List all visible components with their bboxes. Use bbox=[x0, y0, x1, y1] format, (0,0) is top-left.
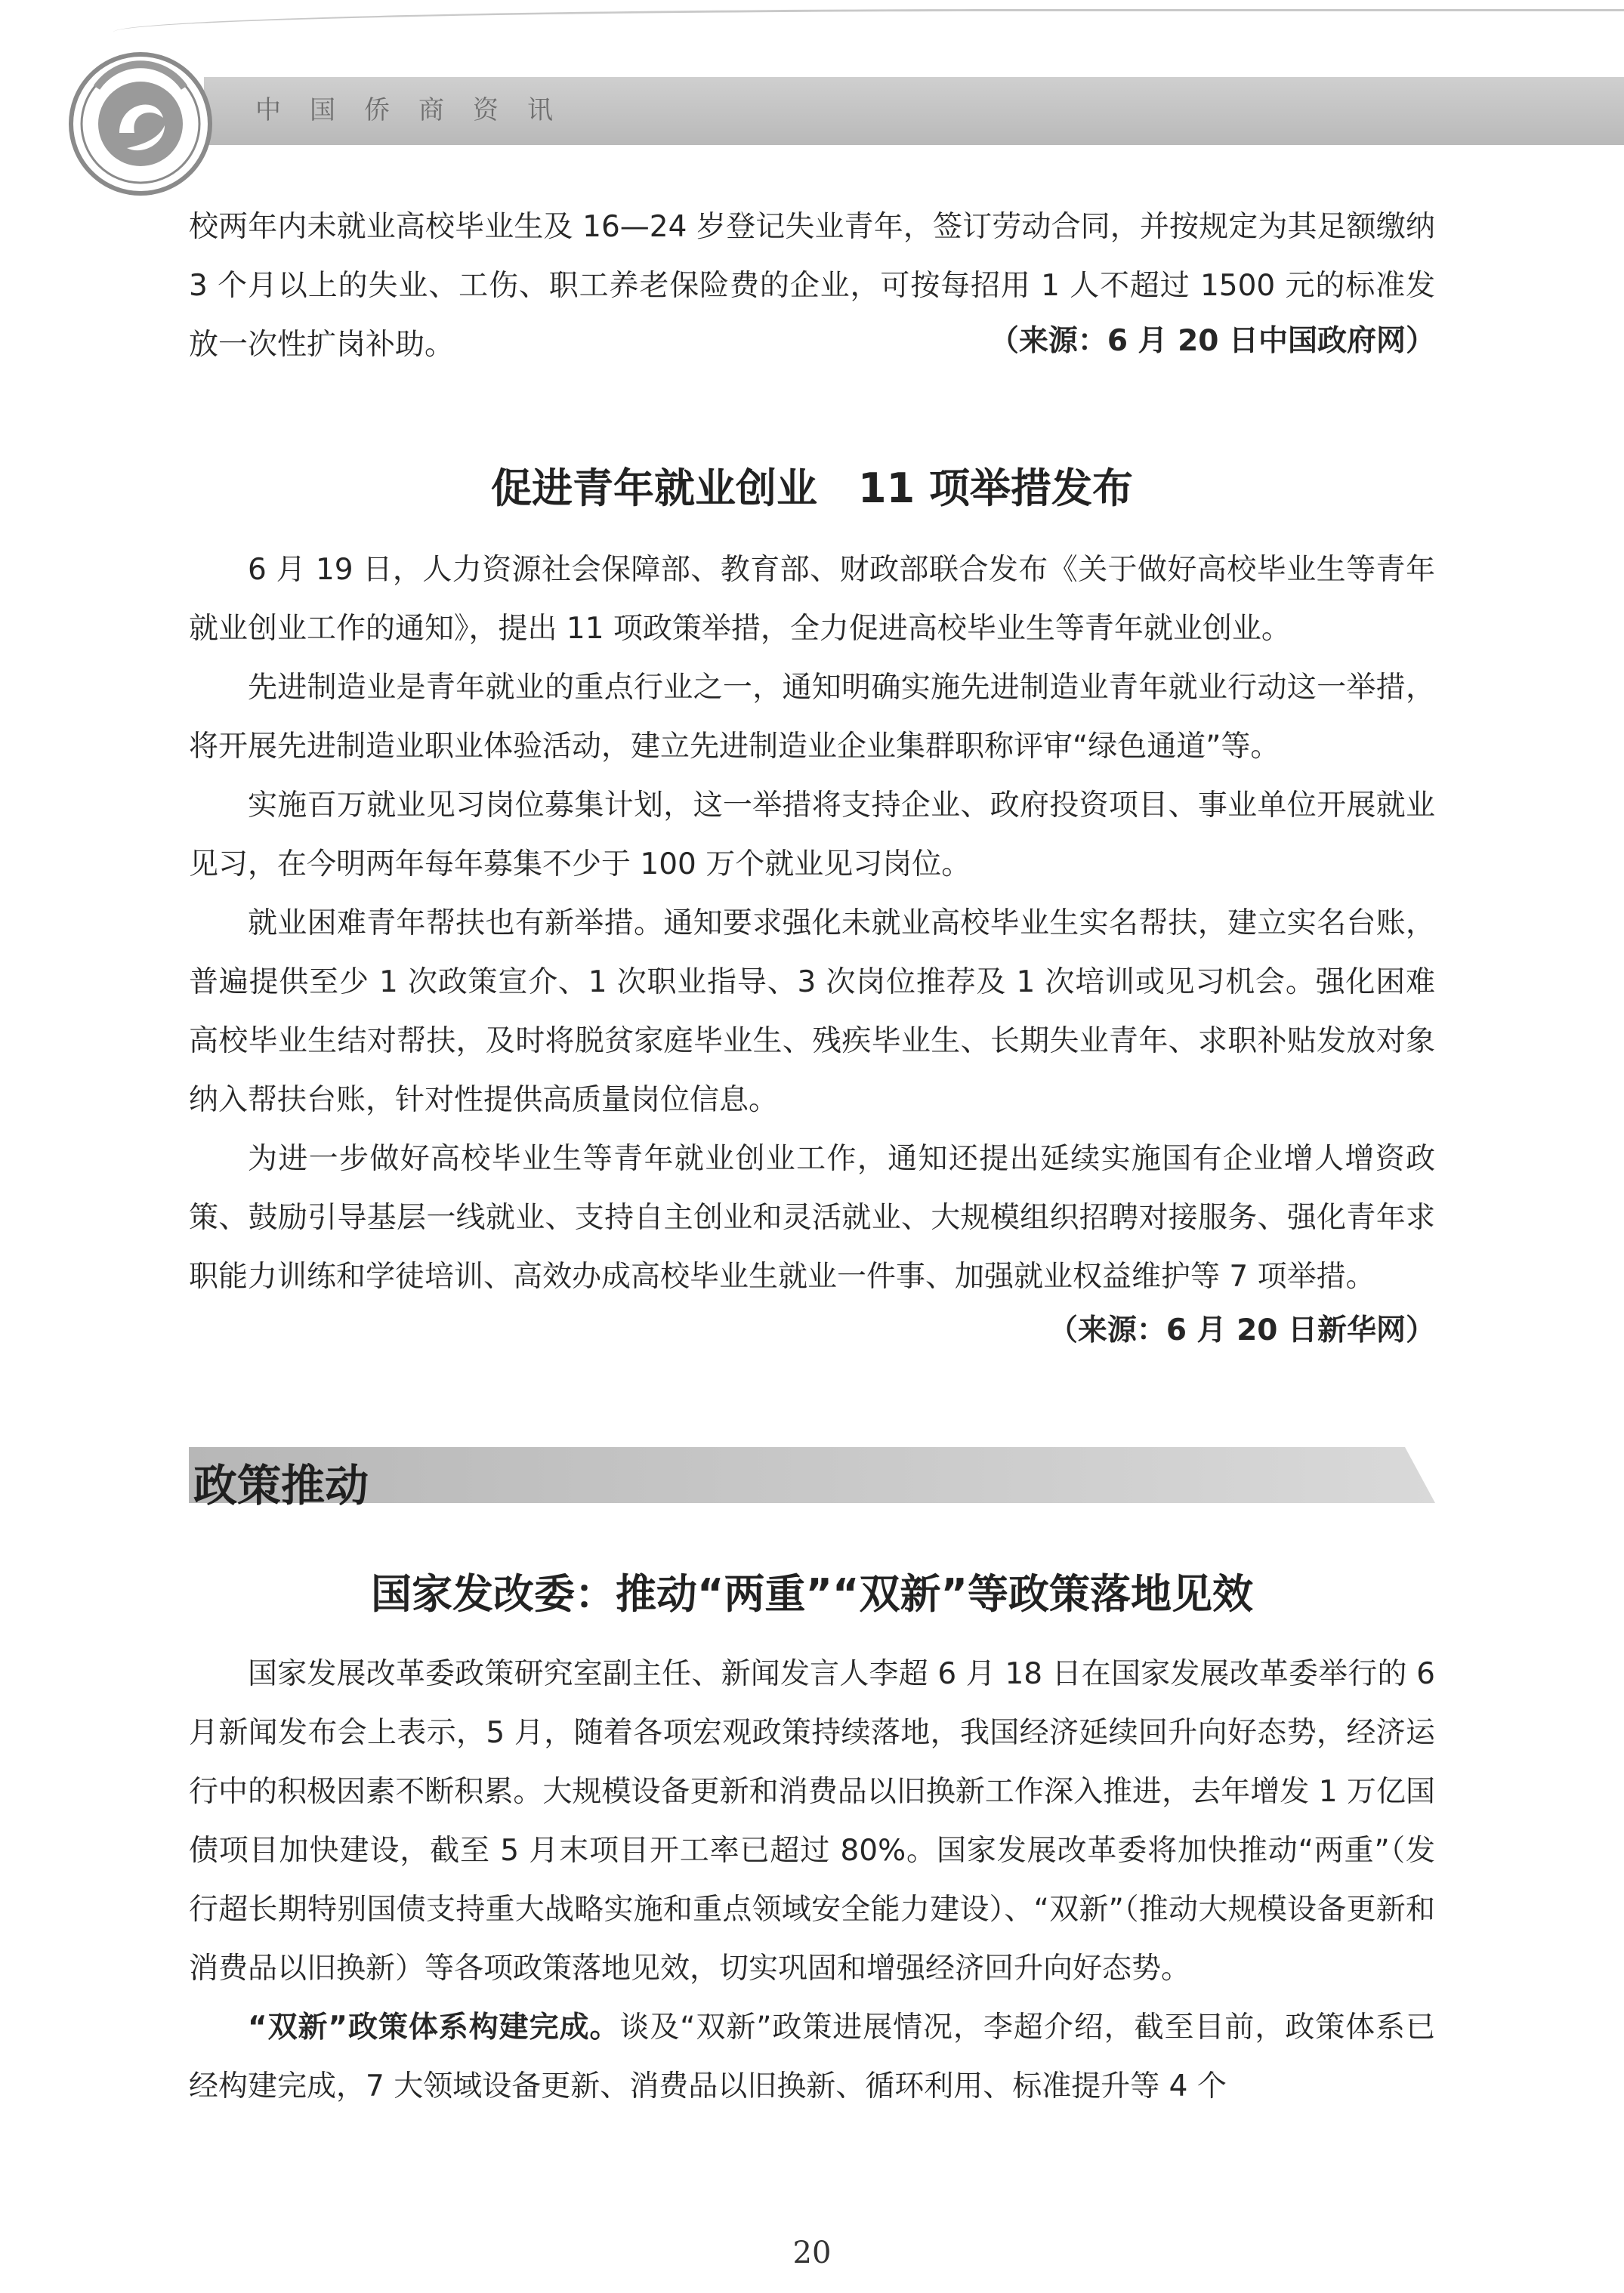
article-paragraph: 国家发展改革委政策研究室副主任、新闻发言人李超 6 月 18 日在国家发展改革委举行的 6 月新闻发布会上表示，5 月，随着各项宏观政策持续落地，我国经济延续回升向好态势，经济运行中的积极因素不断积累。大规模设备更新和消费品以旧换新工作深入推进，去年增发 1 万亿国债项目加快建设，截至 5 月末项目开工率已超过 80%。国家发展改革委将加快推动“两重”（发行超长期特别国债支持重大战略实施和重点领域安全能力建设）、“双新”（推动大规模设备更新和消费品以旧换新）等各项政策落地见效，切实巩固和增强经济回升向好态势。 bbox=[189, 1657, 1435, 1986]
source-note: （来源：6 月 20 日中国政府网） bbox=[989, 324, 1435, 358]
logo-emblem bbox=[66, 50, 215, 198]
header-title: 中国侨商资讯 bbox=[255, 95, 582, 125]
section-label: 政策推动 bbox=[193, 1460, 369, 1511]
header-swoosh bbox=[113, 9, 1624, 48]
article-paragraph: 6 月 19 日，人力资源社会保障部、教育部、财政部联合发布《关于做好高校毕业生等青年就业创业工作的通知》，提出 11 项政策举措，全力促进高校毕业生等青年就业创业。 bbox=[189, 553, 1435, 646]
article-paragraph: 实施百万就业见习岗位募集计划，这一举措将支持企业、政府投资项目、事业单位开展就业见习，在今明两年每年募集不少于 100 万个就业见习岗位。 bbox=[189, 789, 1435, 881]
bold-lead: “双新”政策体系构建完成。 bbox=[248, 2011, 620, 2045]
section-banner bbox=[189, 1447, 1435, 1503]
article-paragraph: 为进一步做好高校毕业生等青年就业创业工作，通知还提出延续实施国有企业增人增资政策、鼓励引导基层一线就业、支持自主创业和灵活就业、大规模组织招聘对接服务、强化青年求职能力训练和学徒培训、高效办成高校毕业生就业一件事、加强就业权益维护等 7 项举措。 bbox=[189, 1142, 1435, 1294]
article-title: 国家发改委：推动“两重”“双新”等政策落地见效 bbox=[371, 1570, 1253, 1618]
paragraph-text: 谈及“双新”政策进展情况，李超介绍，截至目前，政策体系已经构建完成，7 大领域设备更新、消费品以旧换新、循环利用、标准提升等 4 个 bbox=[189, 2011, 1435, 2103]
source-note: （来源：6 月 20 日新华网） bbox=[1048, 1313, 1435, 1347]
article-paragraph: 就业困难青年帮扶也有新举措。通知要求强化未就业高校毕业生实名帮扶，建立实名台账，普遍提供至少 1 次政策宣介、1 次职业指导、3 次岗位推荐及 1 次培训或见习机会。强化困难高校毕业生结对帮扶，及时将脱贫家庭毕业生、残疾毕业生、长期失业青年、求职补贴发放对象纳入帮扶台账，针对性提供高质量岗位信息。 bbox=[189, 906, 1435, 1117]
article-paragraph bbox=[189, 1998, 1435, 2116]
article-paragraph: 先进制造业是青年就业的重点行业之一，通知明确实施先进制造业青年就业行动这一举措，将开展先进制造业职业体验活动，建立先进制造业企业集群职称评审“绿色通道”等。 bbox=[189, 671, 1435, 764]
continuation-paragraph: 校两年内未就业高校毕业生及 16—24 岁登记失业青年，签订劳动合同，并按规定为其足额缴纳 3 个月以上的失业、工伤、职工养老保险费的企业，可按每招用 1 人不超过 1500 元的标准发放一次性扩岗补助。 bbox=[189, 210, 1435, 362]
article-title: 促进青年就业创业 11 项举措发布 bbox=[491, 464, 1133, 512]
page-number: 20 bbox=[792, 2236, 832, 2270]
